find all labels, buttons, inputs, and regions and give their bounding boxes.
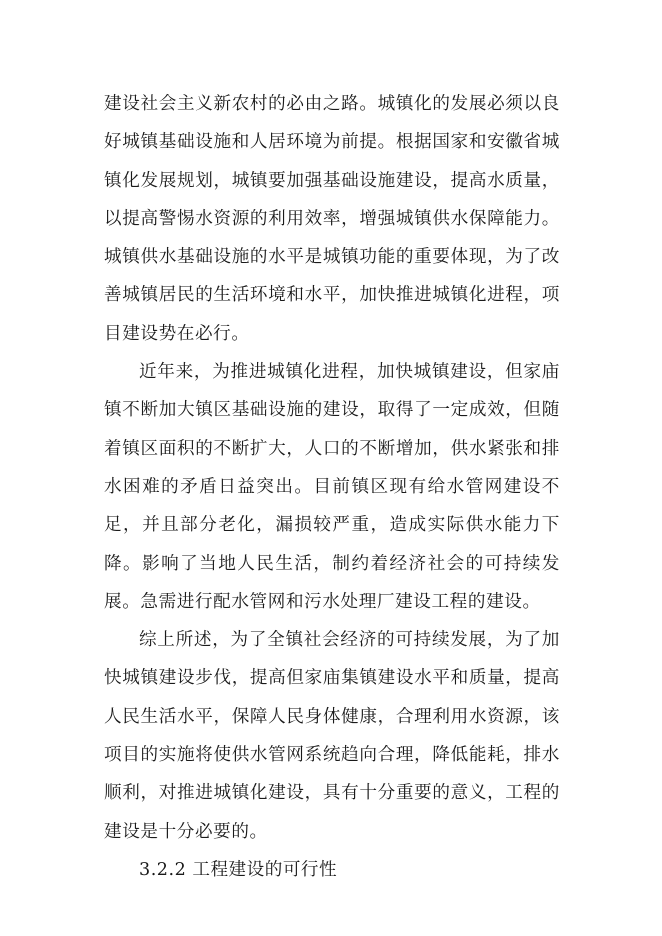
paragraph-conclusion: 综上所述，为了全镇社会经济的可持续发展，为了加快城镇建设步伐，提高但家庙集镇建设水平和质量，提高人民生活水平，保障人民身体健康，合理利用水资源，该项目的实施将使供水管网系统趋向合理，降低能耗，排水顺利，对推进城镇化建设，具有十分重要的意义，工程的建设是十分必要的。: [104, 630, 560, 842]
document-body: [104, 85, 560, 889]
paragraph-continuation: 建设社会主义新农村的必由之路。城镇化的发展必须以良好城镇基础设施和人居环境为前提。根据国家和安徽省城镇化发展规划，城镇要加强基础设施建设，提高水质量，以提高警惕水资源的利用效率，增强城镇供水保障能力。城镇供水基础设施的水平是城镇功能的重要体现，为了改善城镇居民的生活环境和水平，加快推进城镇化进程，项目建设势在必行。: [104, 94, 560, 344]
paragraph-recent-years: 近年来，为推进城镇化进程，加快城镇建设，但家庙镇不断加大镇区基础设施的建设，取得了一定成效，但随着镇区面积的不断扩大，人口的不断增加，供水紧张和排水困难的矛盾日益突出。目前镇区现有给水管网建设不足，并且部分老化，漏损较严重，造成实际供水能力下降。影响了当地人民生活，制约着经济社会的可持续发展。急需进行配水管网和污水处理厂建设工程的建设。: [104, 362, 560, 612]
section-heading: 3.2.2 工程建设的可行性: [139, 859, 338, 880]
